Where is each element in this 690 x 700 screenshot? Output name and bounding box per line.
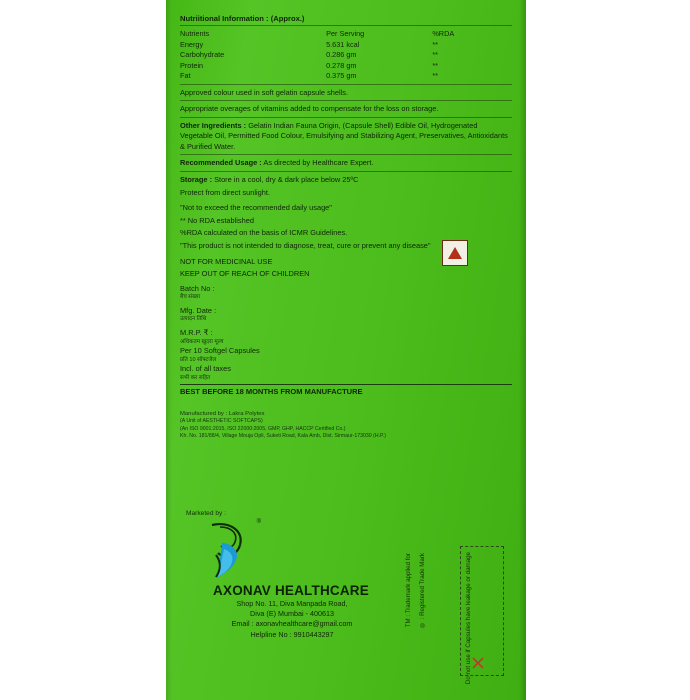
cell-per-serving: 0.286 gm xyxy=(326,50,357,59)
address-line: Shop No. 11, Diva Manpada Road, xyxy=(236,599,348,608)
manufacturer-block xyxy=(180,410,512,440)
cell-per-serving: 0.278 gm xyxy=(326,60,357,70)
table-row xyxy=(180,61,512,72)
warning-not-medicinal: NOT FOR MEDICINAL USE xyxy=(180,256,273,266)
field-label: M.R.P. ₹ : xyxy=(180,328,213,337)
other-ingredients xyxy=(180,121,512,153)
nutrition-heading: Nutriitional Information : (Approx.) xyxy=(180,14,305,23)
cell-rda: ** xyxy=(432,50,438,59)
registered-mark: ® xyxy=(256,519,261,525)
note-colour: Approved colour used in soft gelatin capsule shells. xyxy=(180,87,349,97)
cell-nutrient: Energy xyxy=(180,39,204,49)
manufacturer-certifications: (An ISO 9001:2015, ISO 22000:2005, GMP, GHP, HACCP Certified Co.) xyxy=(180,425,346,432)
note-overages: Appropriate overages of vitamins added to compensate for the loss on storage. xyxy=(180,104,439,114)
cross-mark-artwork xyxy=(471,656,485,670)
column-header-rda: %RDA xyxy=(432,29,455,38)
warning-triangle-icon xyxy=(442,240,468,266)
divider xyxy=(180,100,512,101)
axonav-logo-icon xyxy=(204,519,261,581)
helpline-line: Helpline No : 9910443297 xyxy=(250,629,334,639)
warning-keep-away: KEEP OUT OF REACH OF CHILDREN xyxy=(180,269,310,279)
table-header-row xyxy=(180,29,512,40)
usage-label: Recommended Usage : xyxy=(180,158,262,168)
cell-rda: ** xyxy=(432,60,438,70)
email-line: Email : axonavhealthcare@gmail.com xyxy=(231,619,353,629)
marketed-by-block xyxy=(186,510,396,640)
nutrition-table xyxy=(180,29,512,82)
tamper-warning-text: Do not use if Capsules have leakage or damage xyxy=(465,552,472,685)
divider xyxy=(180,25,512,26)
field-label: Batch No : xyxy=(180,283,215,293)
panel-content xyxy=(180,14,512,441)
field-label: Per 10 Softgel Capsules xyxy=(180,346,260,356)
trademark-applied-note: TM : Trademark applied for xyxy=(405,553,412,628)
marketed-by-label: Marketed by : xyxy=(186,510,226,517)
product-carton-panel xyxy=(166,0,526,700)
field-batch-no xyxy=(180,284,512,302)
column-header-per-serving: Per Serving xyxy=(326,29,365,38)
tamper-warning-box xyxy=(460,546,504,685)
disclaimer-icmr: %RDA calculated on the basis of ICMR Guidelines. xyxy=(180,228,348,238)
cell-nutrient: Protein xyxy=(180,60,204,70)
field-label: Mfg. Date : xyxy=(180,305,217,315)
manufacturer-address: Kh. No. 181/88/4, Village Mouja Opli, Suketi Road, Kala Amb, Dist. Sirmaur-173030 (H.P.) xyxy=(180,433,386,440)
field-label-hindi: उत्पादन तिथि xyxy=(180,316,207,323)
manufacturer-line: Manufactured by : Lakra Polytex xyxy=(180,411,265,418)
cell-rda: ** xyxy=(432,39,438,49)
triangle-shape xyxy=(448,247,462,259)
other-ingredients-label: Other Ingredients : xyxy=(180,120,247,130)
column-header-nutrients: Nutrients xyxy=(180,29,210,38)
usage-text: As directed by Healthcare Expert. xyxy=(263,158,374,168)
divider xyxy=(180,154,512,155)
divider xyxy=(180,84,512,85)
manufacturer-unit: (A Unit of AESTHETIC SOFTCAPS) xyxy=(180,418,263,425)
cross-mark-icon xyxy=(471,656,485,670)
table-row xyxy=(180,50,512,61)
field-label-hindi: प्रति 10 सॉफ्टजेल xyxy=(180,356,217,363)
brand-name: AXONAV HEALTHCARE xyxy=(213,583,369,598)
table-row xyxy=(180,71,512,82)
field-taxes xyxy=(180,364,512,382)
cell-per-serving: 0.375 gm xyxy=(326,71,357,80)
disclaimer-daily-usage: "Not to exceed the recommended daily usage" xyxy=(180,203,332,213)
disclaimer-not-intended: "This product is not intended to diagnose, treat, cure or prevent any disease" xyxy=(180,241,431,251)
cell-per-serving: 5.631 kcal xyxy=(326,39,360,49)
field-label: Incl. of all taxes xyxy=(180,364,231,374)
registered-trademark-note: ® : Registered Trade Mark xyxy=(419,553,426,629)
field-mrp xyxy=(180,328,512,346)
storage-sunlight: Protect from direct sunlight. xyxy=(180,187,270,197)
divider xyxy=(180,171,512,172)
divider xyxy=(180,117,512,118)
storage xyxy=(180,175,512,186)
storage-label: Storage : xyxy=(180,175,213,185)
disclaimer-no-rda: ** No RDA established xyxy=(180,215,254,225)
field-label-hindi: बैच संख्या xyxy=(180,294,201,301)
logo-artwork xyxy=(204,519,256,581)
storage-text: Store in a cool, dry & dark place below 25ºC xyxy=(214,175,359,185)
best-before-text: BEST BEFORE 18 MONTHS FROM MANUFACTURE xyxy=(180,384,512,396)
field-label-hindi: सभी कर सहित xyxy=(180,374,211,381)
cell-nutrient: Carbohydrate xyxy=(180,50,225,59)
cell-nutrient: Fat xyxy=(180,71,191,80)
company-address xyxy=(186,599,398,640)
address-line: Diva (E) Mumbai - 400613 xyxy=(250,609,334,619)
recommended-usage xyxy=(180,158,512,169)
field-mfg-date xyxy=(180,306,512,324)
field-per-pack xyxy=(180,346,512,364)
cell-rda: ** xyxy=(432,71,438,80)
table-row xyxy=(180,40,512,51)
field-label-hindi: अधिकतम खुदरा मूल्य xyxy=(180,338,224,345)
other-ingredients-text: Gelatin Indian Fauna Origin, (Capsule Shell) Edible Oil, Hydrogenated Vegetable Oil, Permitted Food Colour, Emulsifying and Stabilizing Agent, Preservatives, Antioxidants & Purified Water. xyxy=(180,120,508,151)
